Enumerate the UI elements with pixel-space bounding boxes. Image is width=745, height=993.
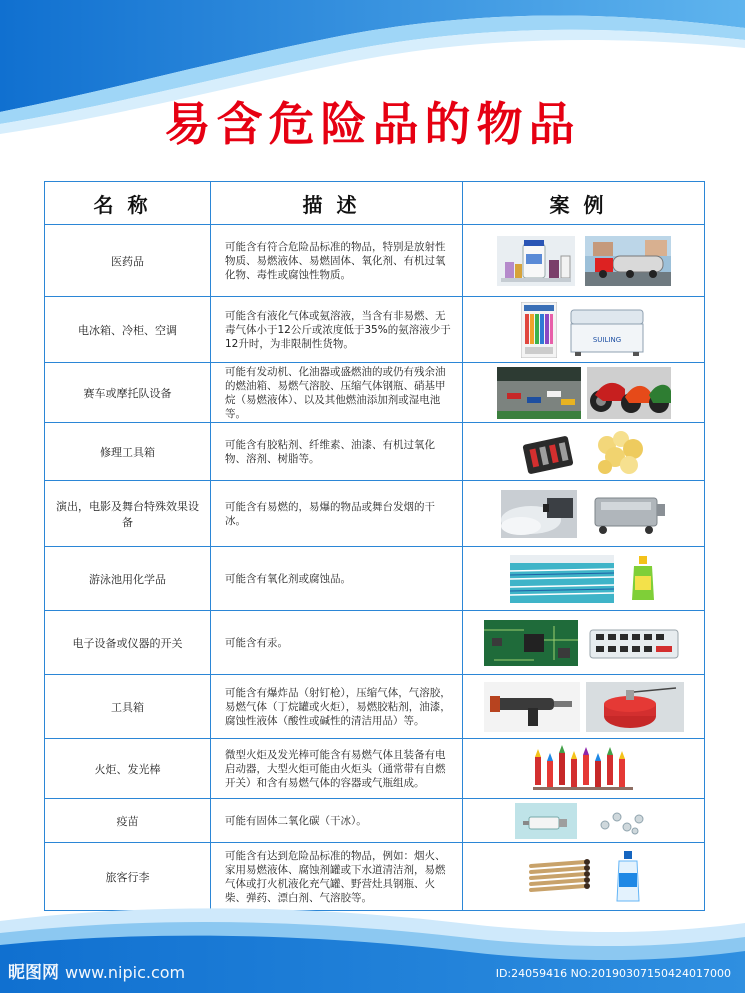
motorcycles-icon [587, 367, 671, 419]
item-name: 修理工具箱 [45, 423, 211, 481]
table-row [45, 675, 705, 739]
item-examples [463, 739, 705, 799]
item-examples [463, 675, 705, 739]
race-cars-icon [497, 367, 581, 419]
items-table [44, 181, 705, 911]
table-row [45, 547, 705, 611]
nail-gun-icon [484, 682, 580, 732]
item-name: 演出，电影及舞台特殊效果设备 [45, 481, 211, 547]
id-line: ID:24059416 NO:20190307150424017000 [495, 967, 731, 980]
item-desc: 可能含有符合危险品标准的物品，特别是放射性物质、易燃液体、易燃固体、氧化剂、有机过氧化物、毒性或腐蚀性物质。 [211, 225, 463, 297]
item-desc: 可能含有易燃的，易爆的物品或舞台发烟的干冰。 [211, 481, 463, 547]
item-desc: 可能含有氧化剂或腐蚀品。 [211, 547, 463, 611]
item-examples [463, 799, 705, 843]
header-name: 名称 [45, 182, 211, 225]
color-chart-icon [521, 302, 557, 358]
item-desc: 可能含有胶粘剂、纤维素、油漆、有机过氧化物、溶剂、树脂等。 [211, 423, 463, 481]
resin-pellets-icon [593, 427, 647, 477]
fireworks-icon [531, 743, 637, 795]
table-row [45, 423, 705, 481]
switch-panel-icon [584, 620, 684, 666]
item-desc: 可能有发动机、化油器或盛燃油的或仍有残余油的燃油箱、易燃气溶胶、压缩气体钢瓶、硝基甲烷（易燃液体）、以及其他燃油添加剂或湿电池等。 [211, 363, 463, 423]
page-title: 易含危险品的物品 [164, 97, 581, 151]
table-row [45, 297, 705, 363]
item-name: 电子设备或仪器的开关 [45, 611, 211, 675]
table-row [45, 481, 705, 547]
tanker-truck-icon [585, 236, 671, 286]
item-name: 游泳池用化学品 [45, 547, 211, 611]
item-name: 电冰箱、冷柜、空调 [45, 297, 211, 363]
item-name: 医药品 [45, 225, 211, 297]
table-row [45, 611, 705, 675]
item-examples [463, 225, 705, 297]
table-row [45, 799, 705, 843]
item-name: 赛车或摩托队设备 [45, 363, 211, 423]
cleaner-bottle-icon [628, 554, 658, 604]
watermark-brand: 昵图网 [8, 963, 59, 983]
header-desc: 描述 [211, 182, 463, 225]
item-name: 疫苗 [45, 799, 211, 843]
item-name: 旅客行李 [45, 843, 211, 911]
item-examples [463, 423, 705, 481]
item-examples [463, 363, 705, 423]
chest-freezer-icon [567, 302, 647, 358]
item-examples [463, 297, 705, 363]
item-desc: 微型火炬及发光棒可能含有易燃气体且装备有电启动器，大型火炬可能由火炬头（通常带有自燃开关）和含有易燃气体的容器或气瓶组成。 [211, 739, 463, 799]
gas-canister-icon [586, 682, 684, 732]
swimming-pool-icon [510, 555, 614, 603]
item-examples [463, 481, 705, 547]
item-desc: 可能含有达到危险品标准的物品，例如：烟火、家用易燃液体、腐蚀剂罐或下水道清洁剂，易燃气体或打火机液化充气罐、野营灶具钢瓶、火柴、弹药、漂白剂、气溶胶等。 [211, 843, 463, 911]
watermark [8, 958, 185, 983]
table-row [45, 739, 705, 799]
fog-machine-icon [501, 490, 577, 538]
item-examples [463, 611, 705, 675]
item-name: 火炬、发光棒 [45, 739, 211, 799]
item-desc: 可能含有液化气体或氨溶液，当含有非易燃、无毒气体小于12公斤或浓度低于35%的氨溶液少于12升时，为非限制性货物。 [211, 297, 463, 363]
table-row [45, 363, 705, 423]
circuit-board-icon [484, 620, 578, 666]
tool-case-icon [521, 428, 583, 476]
medicine-bottles-icon [497, 236, 575, 286]
vaccine-vial-icon [515, 803, 577, 839]
smoke-machine-icon [587, 490, 667, 538]
freezer-brand-text: SUILING [592, 335, 621, 344]
table-row [45, 225, 705, 297]
item-name: 工具箱 [45, 675, 211, 739]
dry-ice-icon [591, 803, 653, 839]
watermark-url: www.nipic.com [65, 963, 186, 982]
table-header-row [45, 182, 705, 225]
item-desc: 可能含有爆炸品（射钉枪），压缩气体，气溶胶，易燃气体（丁烷罐或火炬），易燃胶粘剂，油漆，腐蚀性液体（酸性或碱性的清洁用品）等。 [211, 675, 463, 739]
item-examples [463, 547, 705, 611]
item-desc: 可能含有汞。 [211, 611, 463, 675]
header-example: 案例 [463, 182, 705, 225]
item-desc: 可能有固体二氧化碳（干冰）。 [211, 799, 463, 843]
